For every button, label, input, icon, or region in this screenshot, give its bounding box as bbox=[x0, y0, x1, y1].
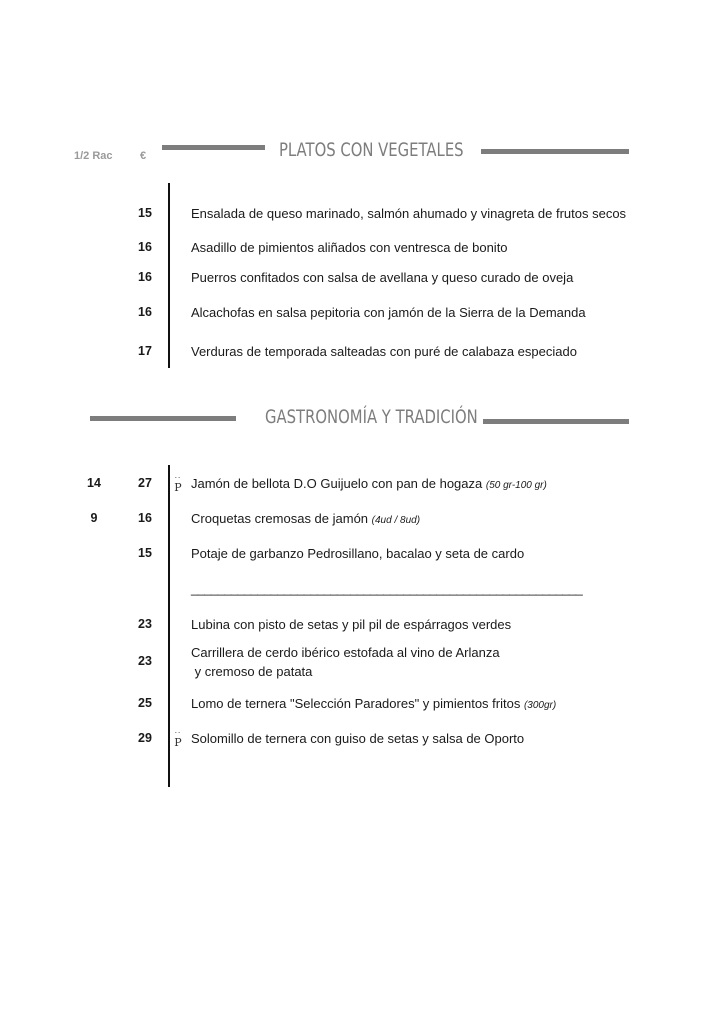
item-name-row bbox=[191, 511, 420, 526]
item-name: Ensalada de queso marinado, salmón ahumado y vinagreta de frutos secos bbox=[191, 206, 627, 221]
item-price: 16 bbox=[138, 270, 152, 284]
item-name: Solomillo de ternera con guiso de setas y salsa de Oporto bbox=[191, 731, 525, 746]
item-name: Lubina con pisto de setas y pil pil de espárragos verdes bbox=[191, 617, 512, 632]
item-price: 15 bbox=[138, 206, 152, 220]
item-name-line1: Carrillera de cerdo ibérico estofada al vino de Arlanza bbox=[191, 645, 500, 660]
item-price: 25 bbox=[138, 696, 152, 710]
section-divider-line bbox=[168, 465, 170, 787]
item-price: 27 bbox=[138, 476, 152, 490]
item-name: Potaje de garbanzo Pedrosillano, bacalao y seta de cardo bbox=[191, 546, 525, 561]
separator-line: ___________________________________________________________ bbox=[191, 581, 583, 596]
paradores-mark-icon: ·· P bbox=[174, 474, 182, 494]
paradores-mark-icon: ·· P bbox=[174, 729, 182, 749]
item-price: 15 bbox=[138, 546, 152, 560]
item-name: Croquetas cremosas de jamón bbox=[191, 511, 369, 526]
section-divider-line bbox=[168, 183, 170, 368]
currency-header: € bbox=[140, 150, 147, 162]
item-price: 17 bbox=[138, 344, 152, 358]
item-price: 16 bbox=[138, 511, 152, 525]
item-name-row bbox=[191, 476, 547, 491]
item-price: 23 bbox=[138, 617, 152, 631]
item-name: Lomo de ternera "Selección Paradores" y pimientos fritos bbox=[191, 696, 521, 711]
half-portion-header: 1/2 Rac bbox=[74, 150, 113, 162]
item-note: (300gr) bbox=[523, 700, 557, 711]
item-name: Alcachofas en salsa pepitoria con jamón de la Sierra de la Demanda bbox=[191, 305, 586, 320]
item-half-price: 14 bbox=[87, 476, 101, 490]
section-title-gastronomia: GASTRONOMÍA Y TRADICIÓN bbox=[265, 406, 478, 428]
item-price: 29 bbox=[138, 731, 152, 745]
item-name-line2: y cremoso de patata bbox=[191, 664, 313, 679]
title-bar-right bbox=[481, 149, 629, 154]
item-name-row bbox=[191, 696, 556, 711]
item-half-price: 9 bbox=[90, 511, 98, 525]
section-title-vegetales: PLATOS CON VEGETALES bbox=[279, 139, 464, 161]
item-name: Verduras de temporada salteadas con puré de calabaza especiado bbox=[191, 344, 577, 359]
item-price: 23 bbox=[138, 654, 152, 668]
title-bar-left bbox=[162, 145, 265, 150]
item-price: 16 bbox=[138, 240, 152, 254]
item-name: Asadillo de pimientos aliñados con ventresca de bonito bbox=[191, 240, 508, 255]
item-name: Puerros confitados con salsa de avellana y queso curado de oveja bbox=[191, 270, 574, 285]
item-note: (4ud / 8ud) bbox=[371, 515, 421, 526]
item-note: (50 gr-100 gr) bbox=[485, 480, 547, 491]
title-bar-left bbox=[90, 416, 236, 421]
item-price: 16 bbox=[138, 305, 152, 319]
item-name: Jamón de bellota D.O Guijuelo con pan de hogaza bbox=[191, 476, 483, 491]
title-bar-right bbox=[483, 419, 629, 424]
